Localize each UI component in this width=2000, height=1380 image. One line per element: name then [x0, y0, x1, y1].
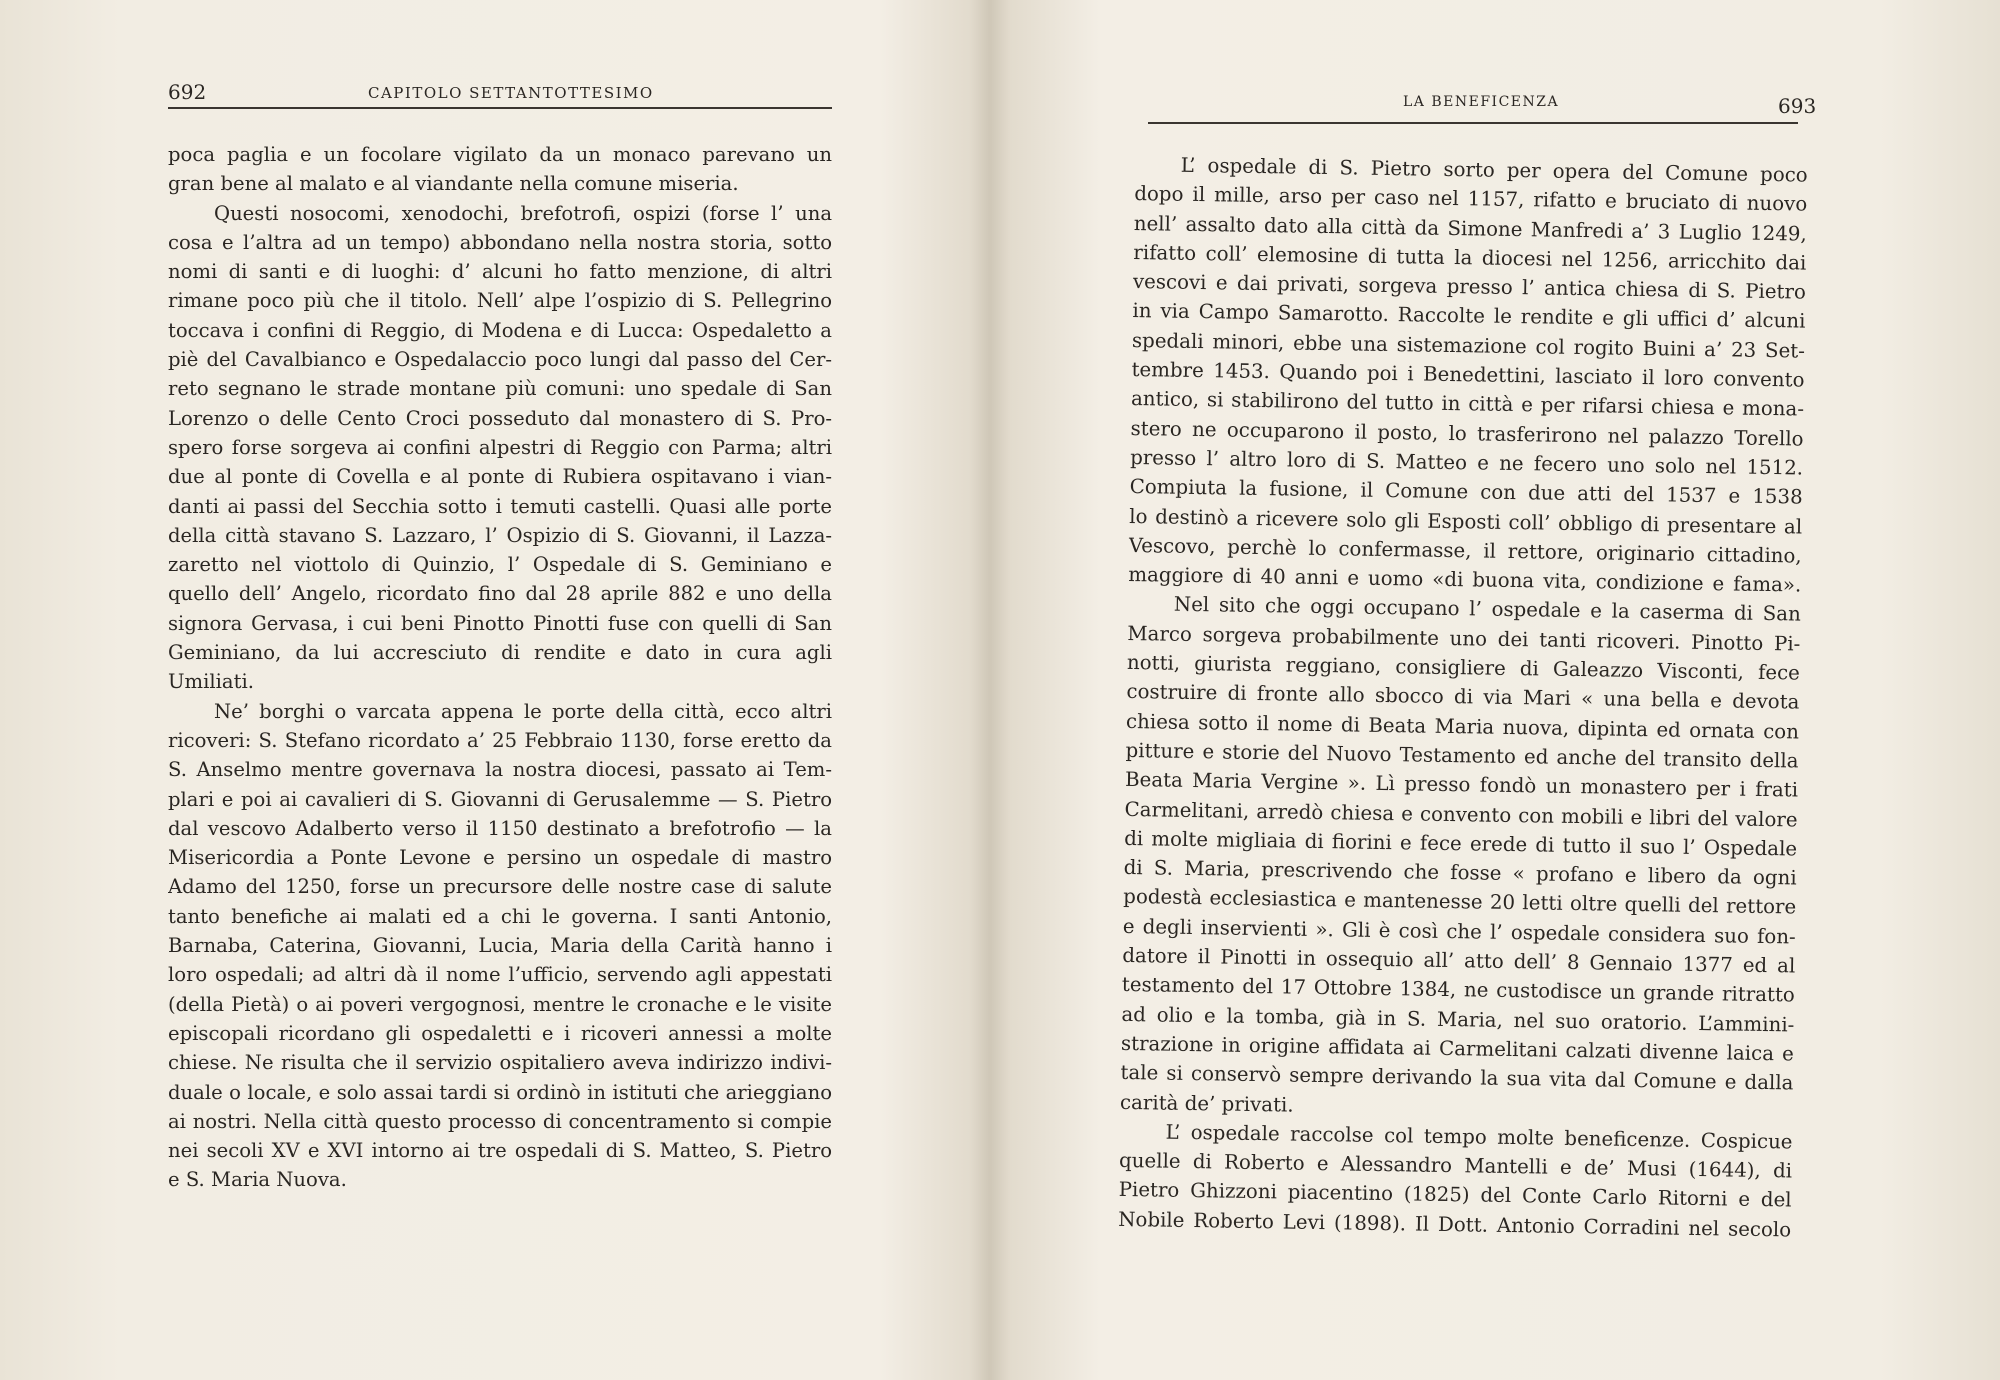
running-title: LA BENEFICENZA	[1403, 94, 1560, 110]
text-line: Adamo del 1250, forse un precursore delle nostre case di salute	[168, 875, 832, 899]
text-line: Carmelitani, arredò chiesa e convento con mobili e libri del valore	[1124, 797, 1798, 832]
text-line: L’ ospedale raccolse col tempo molte beneficenze. Cospicue	[1165, 1120, 1793, 1154]
text-line: ricoveri: S. Stefano ricordato a’ 25 Febbraio 1130, forse eretto da	[168, 728, 832, 752]
text-line: toccava i confini di Reggio, di Modena e di Lucca: Ospedaletto a	[168, 318, 832, 342]
text-line: L’ ospedale di S. Pietro sorto per opera del Comune poco	[1180, 153, 1808, 187]
text-column	[1118, 150, 1808, 1244]
text-line: piè del Cavalbianco e Ospedalaccio poco lungi dal passo del Cer-	[168, 348, 832, 372]
text-line: nell’ assalto dato alla città da Simone Manfredi a’ 3 Luglio 1249,	[1133, 211, 1807, 246]
text-line: presso l’ altro loro di S. Matteo e ne fecero uno solo nel 1512.	[1129, 445, 1804, 480]
text-line: Questi nosocomi, xenodochi, brefotrofi, ospizi (forse l’ una	[214, 201, 832, 225]
text-line: nei secoli XV e XVI intorno ai tre ospedali di S. Matteo, S. Pietro	[168, 1139, 832, 1163]
header-rule	[168, 107, 832, 109]
text-line: ai nostri. Nella città questo processo di concentramento si compie	[168, 1109, 832, 1133]
text-line: signora Gervasa, i cui beni Pinotto Pinotti fuse con quelli di San	[168, 611, 832, 635]
text-line: strazione in origine affidata ai Carmelitani calzati divenne laica e	[1120, 1031, 1795, 1066]
text-line: rifatto coll’ elemosine di tutta la diocesi nel 1256, arricchito dai	[1133, 240, 1807, 275]
text-line: rimane poco più che il titolo. Nell’ alpe l’ospizio di S. Pellegrino	[168, 289, 832, 313]
text-line: tanto benefiche ai malati ed a chi le governa. I santi Antonio,	[168, 904, 832, 928]
text-line: lo destinò a ricevere solo gli Esposti coll’ obbligo di presentare al	[1129, 504, 1803, 539]
text-line: reto segnano le strade montane più comuni: uno spedale di San	[168, 377, 832, 401]
text-line: Misericordia a Ponte Levone e persino un ospedale di mastro	[168, 846, 832, 870]
header-rule	[1148, 122, 1798, 124]
text-line: Vescovo, perchè lo confermasse, il rettore, originario cittadino,	[1128, 533, 1802, 568]
text-line: chiesa sotto il nome di Beata Maria nuova, dipinta ed ornata con	[1125, 709, 1800, 744]
text-line: pitture e storie del Nuovo Testamento ed anche del transito della	[1125, 738, 1799, 773]
text-line: maggiore di 40 anni e uomo «di buona vita, condizione e fama».	[1128, 563, 1802, 597]
text-line: testamento del 17 Ottobre 1384, ne custodisce un grande ritratto	[1121, 973, 1795, 1007]
text-line: antico, si stabilirono del tutto in città e per rifarsi chiesa e mona-	[1130, 387, 1805, 421]
text-line: Marco sorgeva probabilmente uno dei tanti ricoveri. Pinotto Pi-	[1127, 621, 1801, 656]
text-line: carità de’ privati.	[1119, 1090, 1294, 1117]
text-line: S. Anselmo mentre governava la nostra diocesi, passato ai Tem-	[168, 758, 832, 782]
text-line: duale o locale, e solo assai tardi si ordinò in istituti che arieggiano	[168, 1080, 832, 1104]
text-line: Compiuta la fusione, il Comune con due atti del 1537 e 1538	[1129, 475, 1803, 509]
text-line: episcopali ricordano gli ospedaletti e i ricoveri annessi a molte	[168, 1021, 832, 1045]
text-line: Geminiano, da lui accresciuto di rendite e dato in cura agli	[168, 641, 832, 665]
text-line: cosa e l’altra ad un tempo) abbondano nella nostra storia, sotto	[168, 230, 832, 254]
text-line: podestà ecclesiastica e mantenesse 20 letti oltre quelli del rettore	[1123, 885, 1797, 919]
text-column	[168, 140, 832, 1195]
text-line: e S. Maria Nuova.	[168, 1168, 347, 1192]
page-number: 693	[1778, 94, 1817, 118]
text-line: dal vescovo Adalberto verso il 1150 destinato a brefotrofio — la	[168, 816, 832, 840]
text-line: spedali minori, ebbe una sistemazione col rogito Buini a’ 23 Set-	[1131, 328, 1806, 363]
text-line: datore il Pinotti in ossequio all’ atto dell’ 8 Gennaio 1377 ed al	[1122, 943, 1796, 978]
right-page	[1000, 0, 2000, 1380]
text-line: notti, giurista reggiano, consigliere di Galeazzo Visconti, fece	[1126, 650, 1801, 685]
text-line: due al ponte di Covella e al ponte di Rubiera ospitavano i vian-	[168, 465, 832, 489]
text-line: chiese. Ne risulta che il servizio ospitaliero aveva indirizzo indivi-	[168, 1051, 832, 1075]
text-line: quello dell’ Angelo, ricordato fino dal 28 aprile 882 e uno della	[168, 582, 832, 606]
text-line: Lorenzo o delle Cento Croci posseduto dal monastero di S. Pro-	[168, 406, 832, 430]
text-line: quelle di Roberto e Alessandro Mantelli e de’ Musi (1644), di	[1118, 1148, 1793, 1183]
text-line: Pietro Ghizzoni piacentino (1825) del Conte Carlo Ritorni e del	[1118, 1178, 1792, 1212]
text-line: Ne’ borghi o varcata appena le porte della città, ecco altri	[214, 699, 832, 723]
text-line: dopo il mille, arso per caso nel 1157, rifatto e bruciato di nuovo	[1134, 182, 1808, 216]
text-line: danti ai passi del Secchia sotto i temuti castelli. Quasi alle porte	[168, 494, 832, 518]
text-line: tale si conservò sempre derivando la sua vita dal Comune e dalla	[1120, 1061, 1794, 1095]
text-line: costruire di fronte allo sbocco di via Mari « una bella e devota	[1126, 680, 1800, 714]
text-line: Barnaba, Caterina, Giovanni, Lucia, Maria della Carità hanno i	[168, 934, 832, 958]
running-title: CAPITOLO SETTANTOTTESIMO	[368, 84, 654, 102]
text-line: spero forse sorgeva ai confini alpestri di Reggio con Parma; altri	[168, 435, 832, 459]
text-line: di molte migliaia di fiorini e fece erede di tutto il suo l’ Ospedale	[1124, 826, 1798, 861]
text-line: Nobile Roberto Levi (1898). Il Dott. Antonio Corradini nel secolo	[1118, 1207, 1792, 1242]
left-page	[0, 0, 990, 1380]
text-line: poca paglia e un focolare vigilato da un monaco parevano un	[168, 143, 832, 166]
text-line: Beata Maria Vergine ». Lì presso fondò un monastero per i frati	[1124, 768, 1799, 802]
text-line: loro ospedali; ad altri dà il nome l’ufficio, servendo agli appestati	[168, 963, 832, 987]
text-line: vescovi e dai privati, sorgeva presso l’ antica chiesa di S. Pietro	[1132, 270, 1807, 304]
text-line: tembre 1453. Quando poi i Benedettini, lasciato il loro convento	[1131, 358, 1805, 392]
text-line: Umiliati.	[168, 670, 254, 694]
text-line: zaretto nel viottolo di Quinzio, l’ Ospedale di S. Geminiano e	[168, 553, 832, 577]
text-line: Nel sito che oggi occupano l’ ospedale e la caserma di San	[1173, 593, 1801, 626]
text-line: della città stavano S. Lazzaro, l’ Ospizio di S. Giovanni, il Lazza-	[168, 523, 832, 547]
text-line: in via Campo Samarotto. Raccolte le rendite e gli uffici d’ alcuni	[1132, 299, 1806, 334]
text-line: nomi di santi e di luoghi: d’ alcuni ho fatto menzione, di altri	[168, 260, 832, 284]
text-line: di S. Maria, prescrivendo che fosse « profano e libero da ogni	[1123, 856, 1797, 890]
text-line: e degli inservienti ». Gli è così che l’ ospedale considera suo fon-	[1122, 914, 1796, 949]
text-line: gran bene al malato e al viandante nella comune miseria.	[168, 172, 739, 196]
page-number: 692	[168, 80, 207, 104]
text-line: plari e poi ai cavalieri di S. Giovanni di Gerusalemme — S. Pietro	[168, 787, 832, 811]
text-line: (della Pietà) o ai poveri vergognosi, mentre le cronache e le visite	[168, 992, 832, 1016]
text-line: stero ne occuparono il posto, lo trasferirono nel palazzo Torello	[1130, 416, 1804, 451]
text-line: ad olio e la tomba, già in S. Maria, nel suo oratorio. L’ammini-	[1121, 1002, 1795, 1037]
